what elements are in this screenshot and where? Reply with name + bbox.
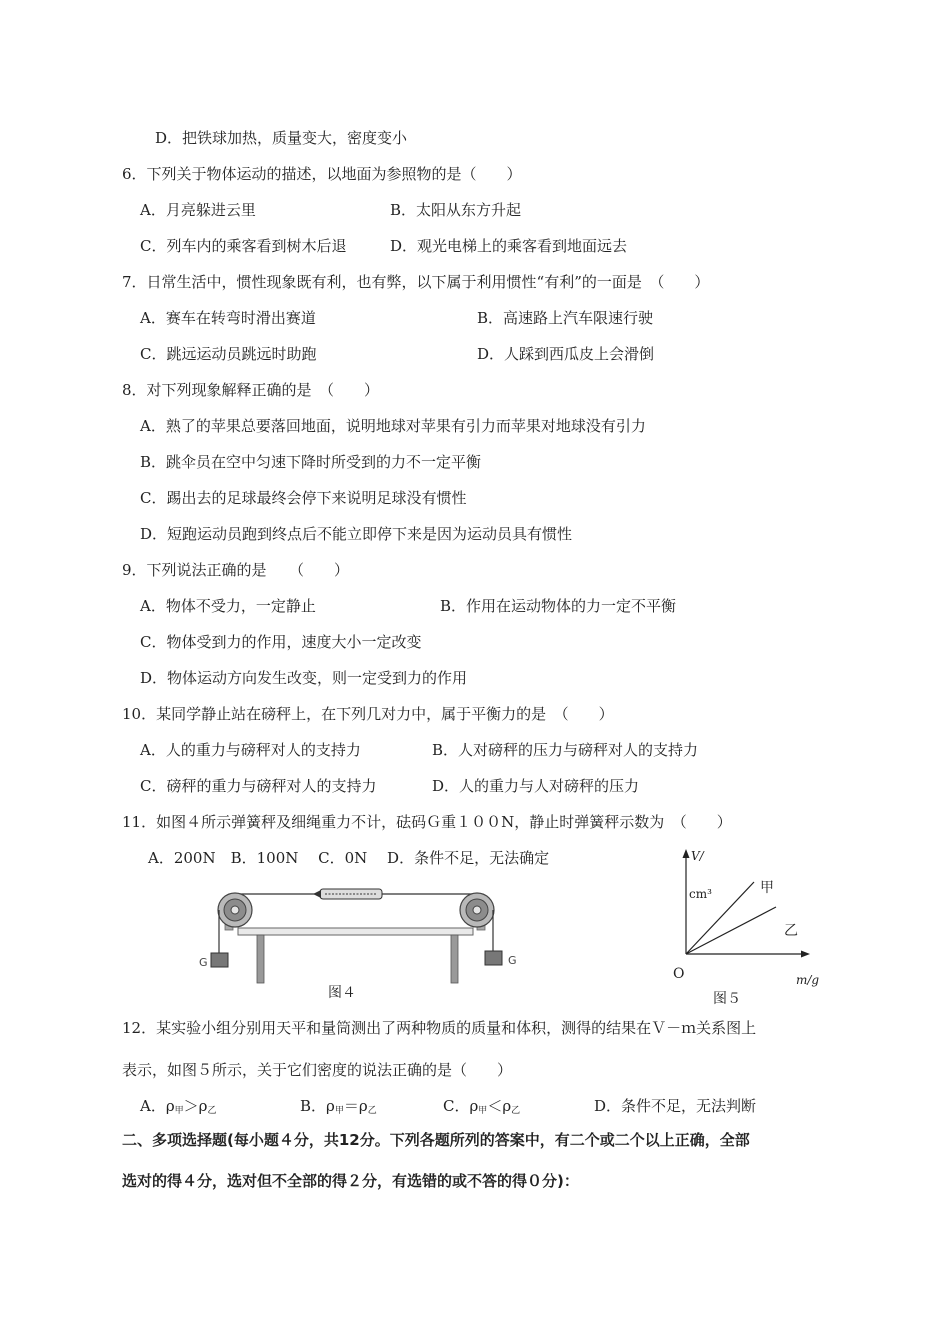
q7-option-a: A．赛车在转弯时滑出赛道 (140, 309, 316, 327)
origin-label: O (673, 966, 685, 982)
q10-option-c: C．磅秤的重力与磅秤对人的支持力 (140, 777, 377, 795)
q9-option-d: D．物体运动方向发生改变，则一定受到力的作用 (140, 669, 468, 687)
pulley-left (218, 893, 252, 927)
q12-option-d: D．条件不足，无法判断 (594, 1097, 757, 1115)
q7-option-c: C．跳远运动员跳远时助跑 (140, 345, 317, 363)
table-top (238, 928, 473, 935)
q7-stem: 7．日常生活中，惯性现象既有利，也有弊，以下属于利用惯性“有利”的一面是 （ ） (122, 273, 710, 291)
pulley-right (460, 893, 494, 927)
q8-option-b: B．跳伞员在空中匀速下降时所受到的力不一定平衡 (140, 453, 482, 471)
y-axis-label: V/ (691, 849, 704, 863)
q9-option-a: A．物体不受力，一定静止 (140, 597, 316, 615)
q12-stem: 12．某实验小组分别用天平和量筒测出了两种物质的质量和体积，测得的结果在Ｖ－ｍ关系图上 (122, 1019, 757, 1037)
q6-option-b: B．太阳从东方升起 (390, 201, 522, 219)
q12-option-b: B．$\rho_甲=\rho_乙$ (300, 1097, 377, 1116)
table-leg-left (257, 935, 264, 983)
q6-option-d: D．观光电梯上的乘客看到地面远去 (390, 237, 628, 255)
line-yi (686, 907, 776, 954)
q8-option-c: C．踢出去的足球最终会停下来说明足球没有惯性 (140, 489, 467, 507)
q9-option-b: B．作用在运动物体的力一定不平衡 (440, 597, 677, 615)
q6-stem: 6．下列关于物体运动的描述，以地面为参照物的是（ ） (122, 165, 522, 183)
q7-option-b: B．高速路上汽车限速行驶 (477, 309, 654, 327)
q9-stem: 9．下列说法正确的是 （ ） (122, 561, 350, 579)
table-leg-right (451, 935, 458, 983)
weight-right-label: G (508, 954, 517, 967)
weight-left (211, 953, 228, 967)
section-2-instructions-cont: 选对的得４分，选对但不全部的得２分，有选错的或不答的得０分)： (122, 1172, 579, 1190)
line-yi-label: 乙 (784, 923, 798, 939)
q8-option-d: D．短跑运动员跑到终点后不能立即停下来是因为运动员具有惯性 (140, 525, 573, 543)
figure-4-caption: 图４ (328, 985, 356, 1001)
y-axis-unit: cm³ (689, 887, 712, 901)
q10-stem: 10．某同学静止站在磅秤上，在下列几对力中，属于平衡力的是 （ ） (122, 705, 614, 723)
q6-option-c: C．列车内的乘客看到树木后退 (140, 237, 347, 255)
weight-left-label: G (199, 956, 208, 969)
figure-5-graph (668, 846, 828, 996)
q11-options: A．200N B．100N C．0N D．条件不足，无法确定 (148, 849, 550, 867)
q12-stem-cont: 表示，如图５所示，关于它们密度的说法正确的是（ ） (122, 1061, 513, 1079)
q8-option-a: A．熟了的苹果总要落回地面，说明地球对苹果有引力而苹果对地球没有引力 (140, 417, 646, 435)
figure-4-diagram (199, 880, 525, 990)
q10-option-a: A．人的重力与磅秤对人的支持力 (140, 741, 361, 759)
q8-stem: 8．对下列现象解释正确的是 （ ） (122, 381, 380, 399)
q12-option-c: C．$\rho_甲<\rho_乙$ (443, 1097, 521, 1116)
q12-option-a: A．$\rho_甲>\rho_乙$ (140, 1097, 217, 1116)
q10-option-d: D．人的重力与人对磅秤的压力 (432, 777, 640, 795)
weight-right (485, 951, 502, 965)
q7-option-d: D．人踩到西瓜皮上会滑倒 (477, 345, 655, 363)
q10-option-b: B．人对磅秤的压力与磅秤对人的支持力 (432, 741, 699, 759)
q9-option-c: C．物体受到力的作用，速度大小一定改变 (140, 633, 422, 651)
line-jia-label: 甲 (760, 880, 774, 896)
q11-stem: 11．如图４所示弹簧秤及细绳重力不计，砝码Ｇ重１００N，静止时弹簧秤示数为 （ ） (122, 813, 732, 831)
section-2-instructions: 二、多项选择题(每小题４分，共12分。下列各题所列的答案中，有二个或二个以上正确，全部 (122, 1131, 750, 1149)
q5-option-d: D．把铁球加热，质量变大，密度变小 (155, 129, 408, 147)
x-axis-label: m/g (796, 973, 820, 987)
q6-option-a: A．月亮躲进云里 (140, 201, 256, 219)
figure-5-caption: 图５ (713, 991, 741, 1007)
